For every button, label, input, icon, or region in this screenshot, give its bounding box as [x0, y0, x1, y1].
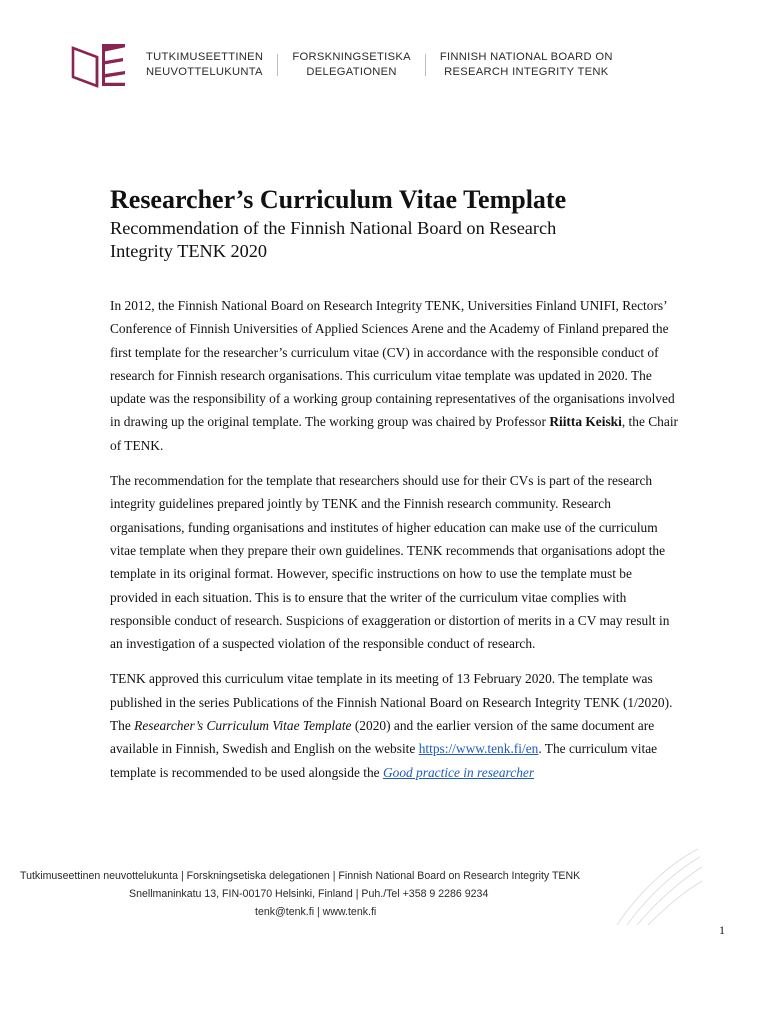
letterhead [70, 40, 613, 90]
tenk-logo-icon [70, 40, 128, 90]
org-name-swedish [292, 50, 411, 80]
org-fi-line-1: TUTKIMUSEETTINEN [146, 51, 264, 63]
title-block [110, 183, 670, 263]
page-number: 1 [719, 923, 725, 937]
divider [277, 54, 278, 76]
org-name-english [440, 50, 613, 80]
tenk-website-link[interactable]: https://www.tenk.fi/en [418, 741, 539, 757]
template-title-italic: Researcher’s Curriculum Vitae Template [134, 718, 352, 734]
good-practice-link[interactable]: Good practice in researcher [382, 764, 535, 780]
org-fi-line-2: NEUVOTTELUKUNTA [146, 66, 263, 78]
footer-email-web: tenk@tenk.fi | www.tenk.fi [255, 906, 377, 918]
paragraph-1 [110, 294, 680, 457]
paragraph-3-text-a: TENK approved this curriculum vitae template in its meeting of 13 February 2020. The template was published in the series Publications of the Finnish National Board on Research Integrity TENK (1/2020). The [110, 671, 673, 734]
organisation-names [146, 50, 613, 80]
footer-contact [20, 867, 580, 921]
org-sv-line-2: DELEGATIONEN [306, 66, 397, 78]
org-sv-line-1: FORSKNINGSETISKA [292, 51, 411, 63]
org-en-line-1: FINNISH NATIONAL BOARD ON [439, 51, 613, 63]
paragraph-2: The recommendation for the template that researchers should use for their CVs is part of the research integrity guidelines prepared jointly by TENK and the Finnish research community. Research organisations, funding organisations and institutes of higher education can make use of the curriculum vitae template when they prepare their own guidelines. TENK recommends that organisations adopt the template in its original format. However, specific instructions on how to use the template must be provided in each situation. This is to ensure that the writer of the curriculum vitae complies with responsible conduct of research. Suspicions of exaggeration or distortion of merits in a CV may result in an investigation of a suspected violation of the responsible conduct of research. [110, 473, 670, 652]
paragraph-3 [110, 667, 680, 783]
paragraph-3-text-b: (2020) and the earlier version of the same document are available in Finnish, Swedish and English on the website [110, 718, 655, 757]
document-title: Researcher’s Curriculum Vitae Template [110, 185, 567, 214]
paragraph-1-text: In 2012, the Finnish National Board on Research Integrity TENK, Universities Finland UNIFI, Rectors’ Conference of Finnish Universities of Applied Sciences Arene and the Academy of Finland prepared the first template for the researcher’s curriculum vitae (CV) in accordance with the responsible conduct of research for Finnish research organisations. This curriculum vitae template was updated in 2020. The update was the responsibility of a working group containing representatives of the organisations involved in drawing up the original template. The working group was chaired by Professor [110, 298, 675, 430]
subtitle-line-1: Recommendation of the Finnish National Board on Research [110, 218, 557, 238]
org-name-finnish [146, 50, 263, 80]
footer-org-names: Tutkimuseettinen neuvottelukunta | Forskningsetiska delegationen | Finnish National Board on Research Integrity TENK [20, 870, 581, 882]
chair-name: Riitta Keiski [549, 414, 622, 430]
subtitle-line-2: Integrity TENK 2020 [110, 241, 268, 261]
document-subtitle [110, 217, 670, 263]
paragraph-3-text-c: . The curriculum vitae template is recommended to be used alongside the [110, 741, 658, 780]
paragraph-1-end: , the Chair of TENK. [110, 414, 678, 453]
divider [425, 54, 426, 76]
footer [0, 845, 768, 925]
footer-address: Snellmaninkatu 13, FIN-00170 Helsinki, Finland | Puh./Tel +358 9 2286 9234 [129, 888, 489, 900]
decorative-lines-icon [612, 845, 702, 925]
org-en-line-2: RESEARCH INTEGRITY TENK [444, 66, 609, 78]
body-text [110, 294, 680, 796]
